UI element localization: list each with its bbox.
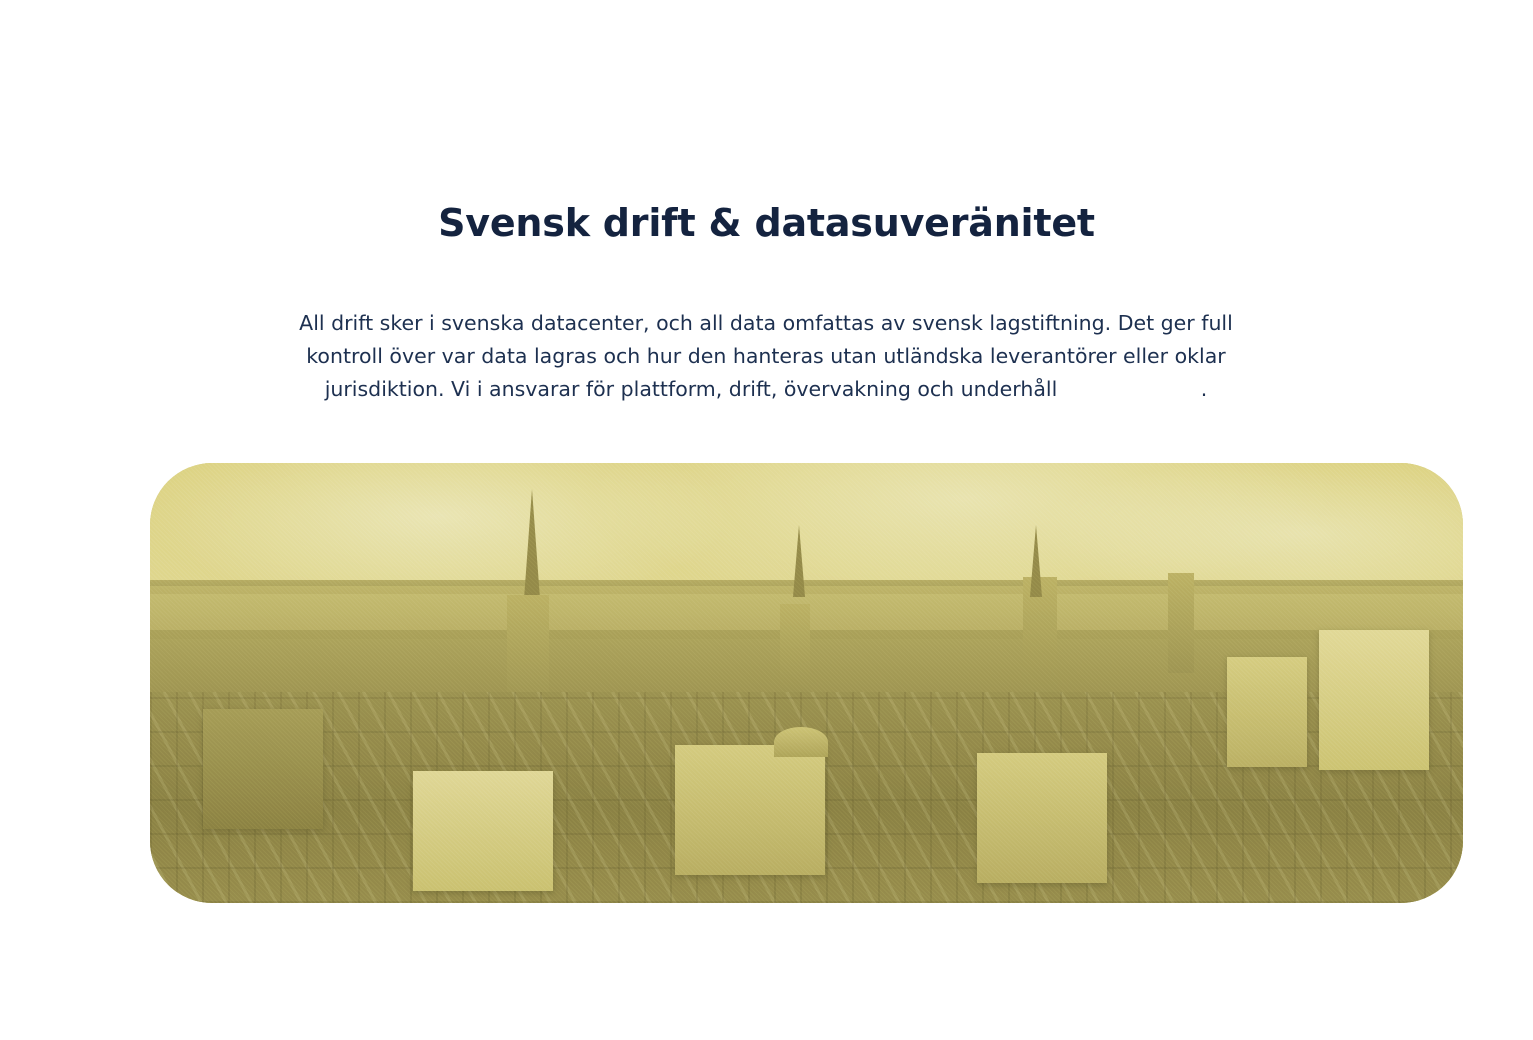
church-spire-icon: [524, 489, 540, 599]
second-tower: [780, 604, 810, 694]
second-spire-icon: [793, 525, 805, 597]
church-tower: [507, 595, 549, 705]
block-building-e: [977, 753, 1107, 883]
city-hall-spire-icon: [1030, 525, 1042, 597]
block-building-c: [675, 745, 825, 875]
cityscape-image: [150, 463, 1463, 903]
clock-tower: [1168, 573, 1194, 673]
block-building-b: [203, 709, 323, 829]
page-title: Svensk drift & datasuveränitet: [438, 201, 1095, 246]
section-paragraph: [286, 307, 1246, 407]
dome-roof: [774, 727, 828, 757]
block-building-d: [413, 771, 553, 891]
paragraph-trailing-mark: .: [1200, 376, 1208, 401]
paragraph-text: All drift sker i svenska datacenter, och all data omfattas av svensk lagstiftning. Det ger full kontroll över var data lagras och hur den hanteras utan utländska leverantörer eller oklar jurisdiktion. Vi i ansvarar för plattform, drift, övervakning och underhåll: [299, 310, 1233, 401]
block-building-a: [1227, 657, 1307, 767]
modern-building-right: [1319, 630, 1429, 770]
